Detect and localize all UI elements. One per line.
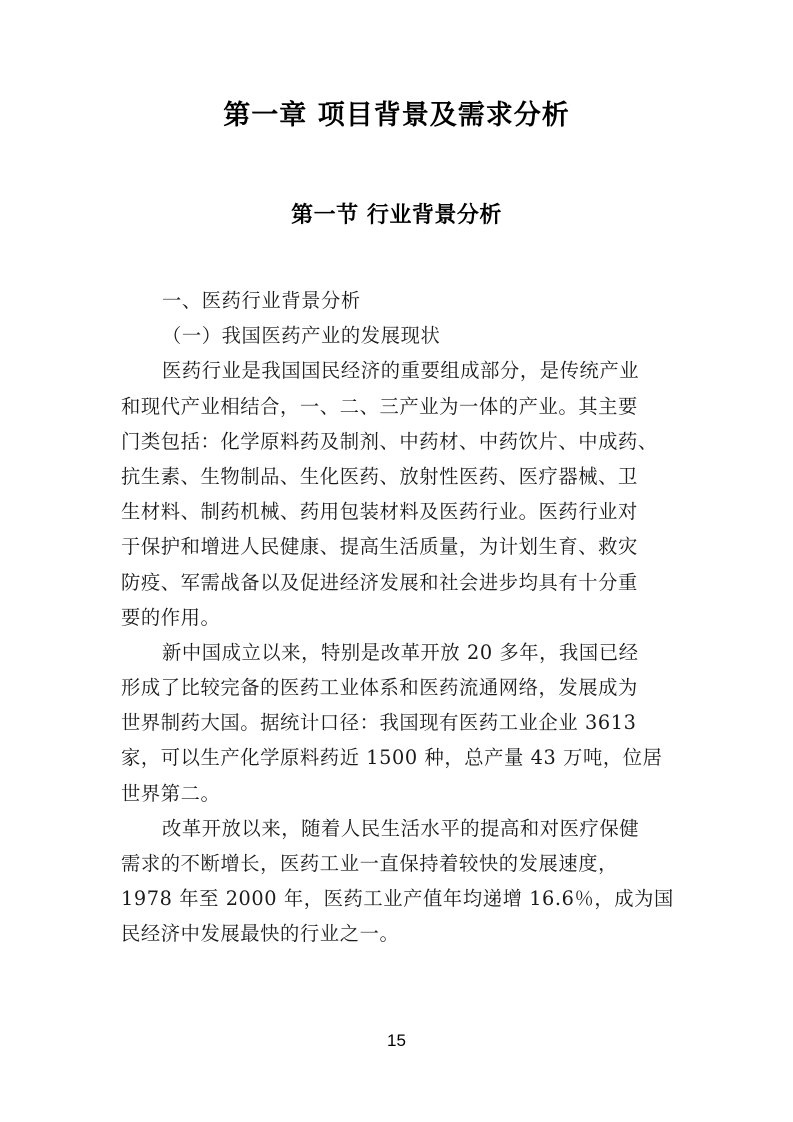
paragraph-1-line: 和现代产业相结合，一、二、三产业为一体的产业。其主要 [121,394,638,418]
paragraph-1-line: 要的作用。 [121,605,221,629]
paragraph-2-line: 家，可以生产化学原料药近 1500 种，总产量 43 万吨，位居 [121,746,663,770]
subheading-level-2: （一）我国医药产业的发展现状 [162,324,441,348]
paragraph-1-line: 医药行业是我国国民经济的重要组成部分，是传统产业 [162,359,640,383]
body-text [121,283,677,952]
paragraph-1-line: 生材料、制药机械、药用包装材料及医药行业。医药行业对 [121,500,638,524]
paragraph-2-line: 新中国成立以来，特别是改革开放 20 多年，我国已经 [162,640,639,664]
paragraph-1-line: 门类包括：化学原料药及制剂、中药材、中药饮片、中成药、 [121,429,658,453]
subheading-level-1: 一、医药行业背景分析 [162,289,361,312]
chapter-title: 第一章 项目背景及需求分析 [223,100,570,131]
paragraph-3-line: 需求的不断增长，医药工业一直保持着较快的发展速度， [121,852,619,875]
section-title: 第一节 行业背景分析 [291,203,502,228]
paragraph-3-line: 民经济中发展最快的行业之一。 [121,922,400,946]
paragraph-1-line: 抗生素、生物制品、生化医药、放射性医药、医疗器械、卫 [121,464,638,488]
paragraph-1-line: 于保护和增进人民健康、提高生活质量，为计划生育、救灾 [121,535,638,559]
paragraph-2-line: 形成了比较完备的医药工业体系和医药流通网络，发展成为 [121,676,638,700]
paragraph-3-line: 1978 年至 2000 年，医药工业产值年均递增 16.6％，成为国 [121,887,674,911]
paragraph-3-line: 改革开放以来，随着人民生活水平的提高和对医疗保健 [162,816,640,840]
page-number: 15 [387,1031,406,1050]
paragraph-2-line: 世界制药大国。据统计口径：我国现有医药工业企业 3613 [121,711,637,735]
paragraph-1-line: 防疫、军需战备以及促进经济发展和社会进步均具有十分重 [121,570,638,594]
paragraph-2-line: 世界第二。 [121,781,221,805]
